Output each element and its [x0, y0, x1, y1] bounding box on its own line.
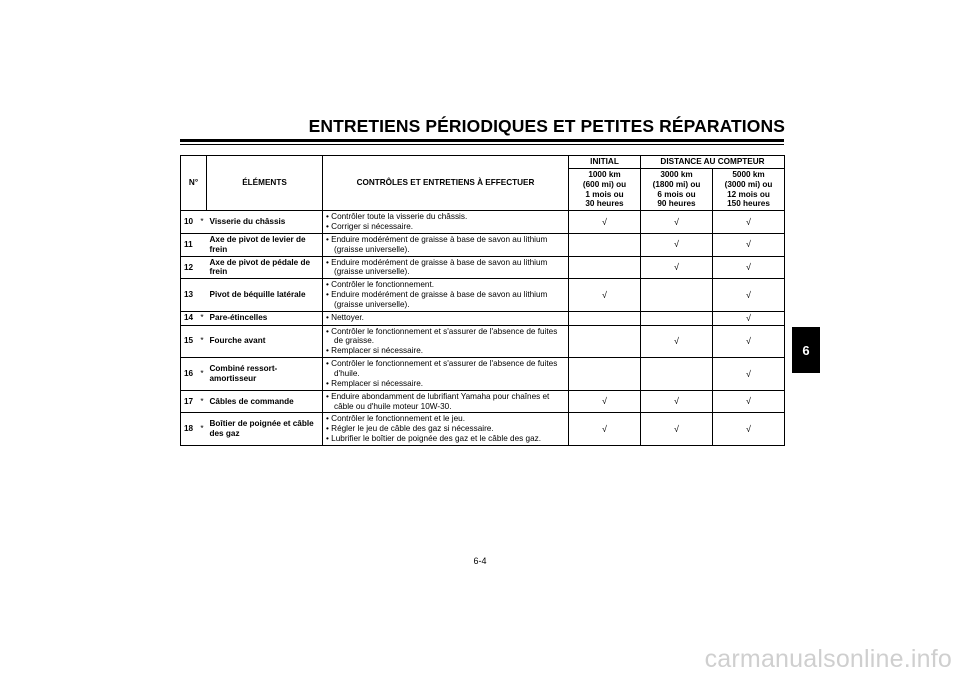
action-list [326, 313, 565, 323]
action-list [326, 327, 565, 357]
table-row [181, 358, 785, 391]
check-mark-2 [641, 279, 713, 312]
interval-line: 12 mois ou [727, 189, 770, 199]
interval-line: 150 heures [727, 199, 770, 209]
row-item: Pivot de béquille latérale [207, 279, 323, 312]
header-initial: INITIAL [569, 156, 641, 169]
action-list [326, 212, 565, 232]
action-item: • Contrôler le fonctionnement. [326, 280, 565, 290]
row-dealer-mark: * [198, 211, 207, 234]
check-mark-3: √ [713, 311, 785, 325]
interval-line: 30 heures [585, 199, 624, 209]
row-actions [323, 358, 569, 391]
row-dealer-mark [198, 279, 207, 312]
page-title: ENTRETIENS PÉRIODIQUES ET PETITES RÉPARATIONS [308, 116, 785, 136]
action-item: • Nettoyer. [326, 313, 565, 323]
row-actions [323, 211, 569, 234]
action-item: • Lubrifier le boîtier de poignée des gaz et le câble des gaz. [326, 434, 565, 444]
header-actions: CONTRÔLES ET ENTRETIENS À EFFECTUER [323, 156, 569, 211]
interval-line: 5000 km [732, 169, 765, 179]
table-row [181, 256, 785, 279]
header-num: N° [181, 156, 207, 211]
row-number: 10 [181, 211, 198, 234]
row-actions [323, 390, 569, 413]
action-item: • Contrôler le fonctionnement et s'assurer de l'absence de fuites d'huile. [326, 359, 565, 379]
action-item: • Contrôler le fonctionnement et le jeu. [326, 414, 565, 424]
check-mark-3: √ [713, 413, 785, 446]
check-mark-2 [641, 311, 713, 325]
row-actions [323, 311, 569, 325]
row-item: Câbles de commande [207, 390, 323, 413]
maintenance-table [180, 155, 785, 446]
action-item: • Régler le jeu de câble des gaz si nécessaire. [326, 424, 565, 434]
row-item: Axe de pivot de pédale de frein [207, 256, 323, 279]
check-mark-2: √ [641, 233, 713, 256]
title-rule-thin [180, 144, 784, 145]
action-item: • Enduire modérément de graisse à base de savon au lithium (graisse universelle). [326, 235, 565, 255]
action-item: • Corriger si nécessaire. [326, 222, 565, 232]
row-dealer-mark: * [198, 358, 207, 391]
interval-line: 3000 km [660, 169, 693, 179]
check-mark-1: √ [569, 279, 641, 312]
action-item: • Enduire abondamment de lubrifiant Yamaha pour chaînes et câble ou d'huile moteur 10W-30. [326, 392, 565, 412]
table-row [181, 413, 785, 446]
title-rule-thick [180, 139, 784, 142]
check-mark-3: √ [713, 325, 785, 358]
row-actions [323, 413, 569, 446]
action-item: • Remplacer si nécessaire. [326, 346, 565, 356]
table-row [181, 325, 785, 358]
header-interval-1 [569, 168, 641, 210]
row-dealer-mark: * [198, 413, 207, 446]
row-number: 14 [181, 311, 198, 325]
action-list [326, 359, 565, 389]
table-row [181, 233, 785, 256]
row-number: 12 [181, 256, 198, 279]
chapter-tab[interactable]: 6 [792, 327, 820, 373]
row-number: 16 [181, 358, 198, 391]
action-item: • Enduire modérément de graisse à base de savon au lithium (graisse universelle). [326, 290, 565, 310]
row-dealer-mark [198, 256, 207, 279]
row-number: 13 [181, 279, 198, 312]
row-item: Visserie du châssis [207, 211, 323, 234]
interval-line: (600 mi) ou [582, 179, 627, 189]
row-dealer-mark: * [198, 311, 207, 325]
interval-line: (1800 mi) ou [652, 179, 701, 189]
table-row [181, 311, 785, 325]
check-mark-2: √ [641, 413, 713, 446]
check-mark-2: √ [641, 390, 713, 413]
row-number: 18 [181, 413, 198, 446]
check-mark-1 [569, 256, 641, 279]
header-interval-3 [713, 168, 785, 210]
page-number: 6-4 [473, 556, 487, 566]
check-mark-3: √ [713, 211, 785, 234]
header-distance: DISTANCE AU COMPTEUR [641, 156, 785, 169]
check-mark-1 [569, 311, 641, 325]
table-row [181, 211, 785, 234]
action-list [326, 258, 565, 278]
check-mark-3: √ [713, 256, 785, 279]
row-item: Axe de pivot de levier de frein [207, 233, 323, 256]
interval-line: 90 heures [657, 199, 696, 209]
row-item: Pare-étincelles [207, 311, 323, 325]
interval-line: 1000 km [588, 169, 621, 179]
interval-line: (3000 mi) ou [724, 179, 773, 189]
row-number: 11 [181, 233, 198, 256]
check-mark-2 [641, 358, 713, 391]
check-mark-3: √ [713, 279, 785, 312]
check-mark-1: √ [569, 413, 641, 446]
check-mark-2: √ [641, 211, 713, 234]
check-mark-1 [569, 358, 641, 391]
row-actions [323, 279, 569, 312]
check-mark-1 [569, 325, 641, 358]
action-item: • Enduire modérément de graisse à base de savon au lithium (graisse universelle). [326, 258, 565, 278]
row-item: Combiné ressort-amortisseur [207, 358, 323, 391]
action-item: • Contrôler toute la visserie du châssis. [326, 212, 565, 222]
check-mark-1 [569, 233, 641, 256]
check-mark-3: √ [713, 390, 785, 413]
check-mark-2: √ [641, 256, 713, 279]
row-dealer-mark: * [198, 390, 207, 413]
action-item: • Contrôler le fonctionnement et s'assurer de l'absence de fuites de graisse. [326, 327, 565, 347]
row-item: Boîtier de poignée et câble des gaz [207, 413, 323, 446]
check-mark-3: √ [713, 358, 785, 391]
action-list [326, 414, 565, 444]
row-actions [323, 233, 569, 256]
table-row [181, 390, 785, 413]
check-mark-2: √ [641, 325, 713, 358]
header-items: ÉLÉMENTS [207, 156, 323, 211]
row-number: 15 [181, 325, 198, 358]
check-mark-3: √ [713, 233, 785, 256]
watermark: carmanualsonline.info [704, 645, 952, 673]
row-actions [323, 325, 569, 358]
action-list [326, 235, 565, 255]
table-row [181, 279, 785, 312]
row-dealer-mark: * [198, 325, 207, 358]
header-interval-2 [641, 168, 713, 210]
action-list [326, 280, 565, 310]
action-list [326, 392, 565, 412]
check-mark-1: √ [569, 390, 641, 413]
row-dealer-mark [198, 233, 207, 256]
interval-line: 1 mois ou [585, 189, 624, 199]
interval-line: 6 mois ou [657, 189, 696, 199]
row-item: Fourche avant [207, 325, 323, 358]
action-item: • Remplacer si nécessaire. [326, 379, 565, 389]
row-number: 17 [181, 390, 198, 413]
row-actions [323, 256, 569, 279]
check-mark-1: √ [569, 211, 641, 234]
